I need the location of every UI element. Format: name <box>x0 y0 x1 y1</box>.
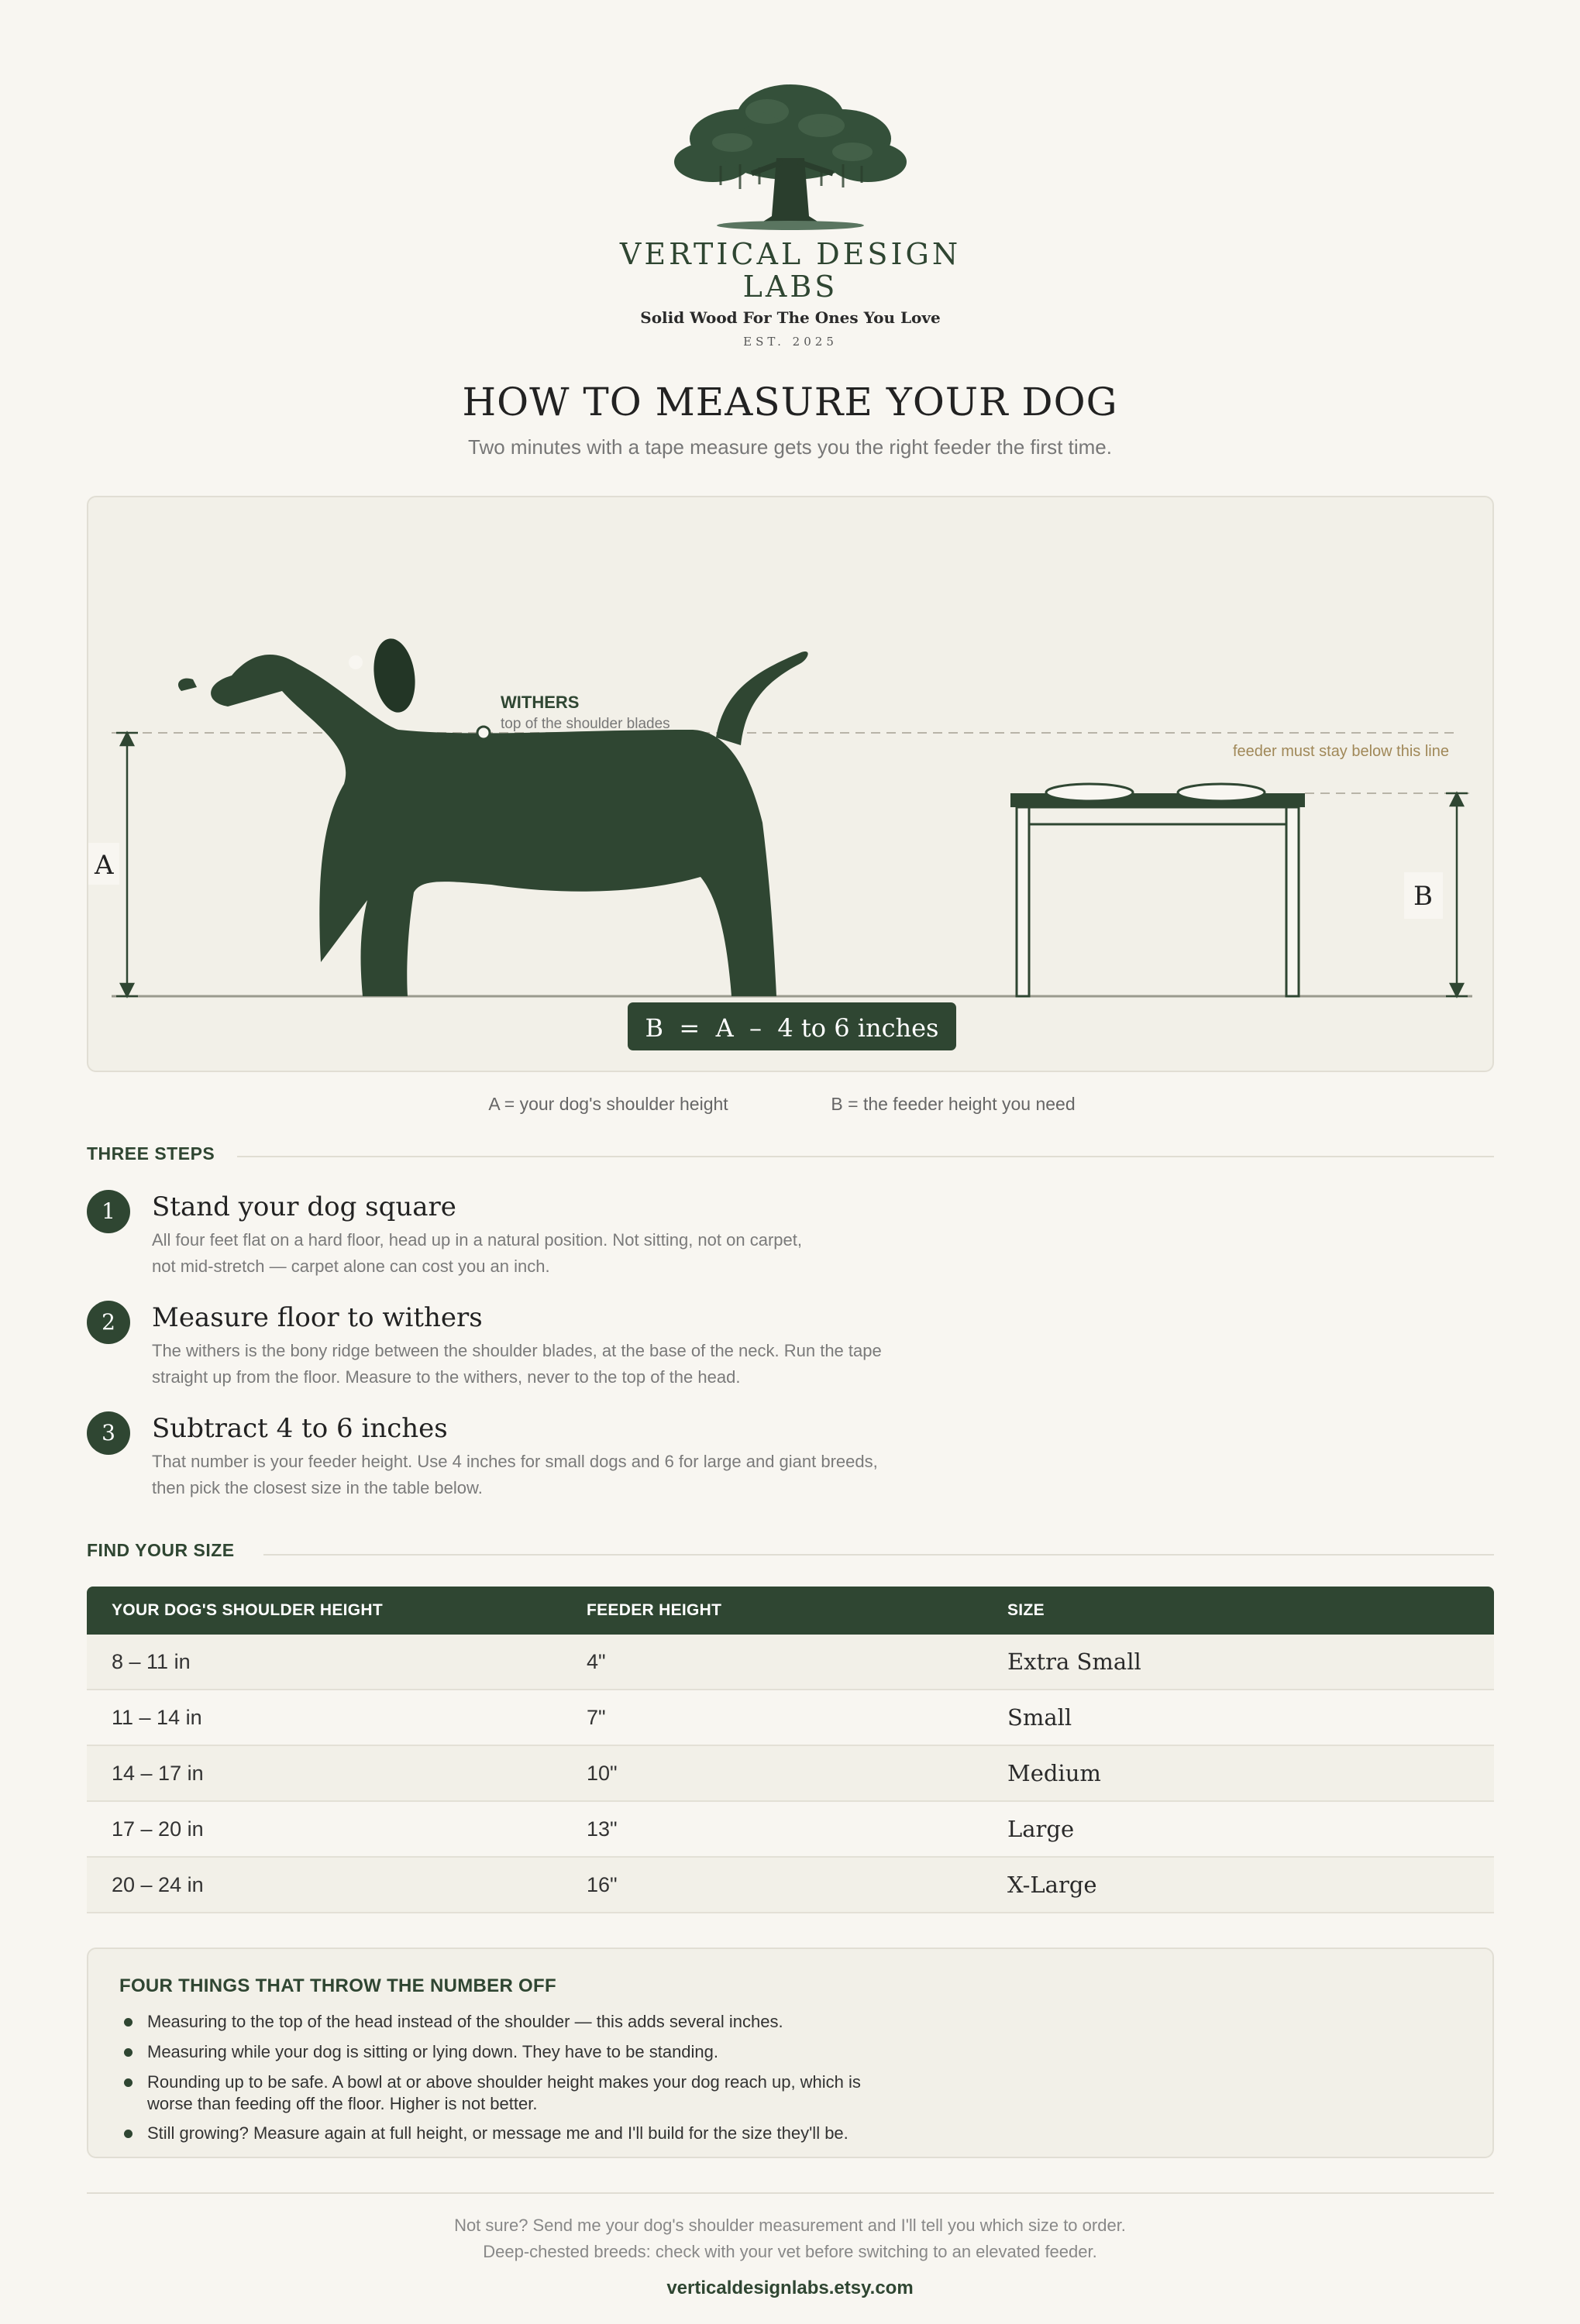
diagram-drawing <box>88 497 1496 1074</box>
steps-heading: THREE STEPS <box>87 1143 215 1164</box>
step-2-number: 2 <box>87 1301 130 1344</box>
size-table <box>87 1587 1494 1913</box>
table-row <box>87 1635 1494 1690</box>
step-3-desc-line1: That number is your feeder height. Use 4 inches for small dogs and 6 for large and giant breeds, <box>152 1452 878 1471</box>
tip-item <box>147 2041 1077 2063</box>
tip-line1: Measuring while your dog is sitting or lying down. They have to be standing. <box>147 2042 719 2061</box>
oak-tree-logo <box>666 65 914 235</box>
tip-line1: Still growing? Measure again at full height, or message me and I'll build for the size they'll be. <box>147 2123 849 2143</box>
shoulder-cell: 20 – 24 in <box>112 1873 204 1896</box>
size-divider <box>263 1554 1494 1556</box>
size-cell: Small <box>1007 1704 1072 1731</box>
shop-link[interactable]: verticaldesignlabs.etsy.com <box>666 2278 914 2298</box>
withers-sublabel: top of the shoulder blades <box>501 716 670 732</box>
page-title: HOW TO MEASURE YOUR DOG <box>462 380 1118 425</box>
bullet-icon <box>124 2130 133 2138</box>
measurement-diagram <box>87 496 1494 1072</box>
table-row <box>87 1746 1494 1802</box>
tip-line1: Rounding up to be safe. A bowl at or above shoulder height makes your dog reach up, which is <box>147 2072 861 2092</box>
dog-ear <box>370 636 420 715</box>
step-2-desc-line2: straight up from the floor. Measure to the withers, never to the top of the head. <box>152 1367 741 1387</box>
label-a: A <box>95 850 114 881</box>
bullet-icon <box>124 2078 133 2087</box>
table-header <box>87 1587 1494 1635</box>
shoulder-cell: 17 – 20 in <box>112 1817 204 1841</box>
legend-a: A = your dog's shoulder height <box>488 1094 728 1114</box>
size-cell: Large <box>1007 1816 1075 1842</box>
tip-item <box>147 2071 1077 2115</box>
step-3-title: Subtract 4 to 6 inches <box>152 1413 448 1444</box>
step-1-number: 1 <box>87 1190 130 1233</box>
table-row <box>87 1858 1494 1913</box>
step-2-desc-line1: The withers is the bony ridge between the shoulder blades, at the base of the neck. Run the tape <box>152 1341 882 1360</box>
size-cell: Extra Small <box>1007 1648 1141 1675</box>
column-header-shoulder: YOUR DOG'S SHOULDER HEIGHT <box>112 1601 383 1619</box>
shoulder-cell: 11 – 14 in <box>112 1706 202 1729</box>
formula-text: B = A – 4 to 6 inches <box>645 1013 939 1043</box>
tips-card <box>87 1948 1494 2158</box>
feeder-cell: 13" <box>587 1817 618 1841</box>
step-1-desc-line1: All four feet flat on a hard floor, head up in a natural position. Not sitting, not on carpet, <box>152 1230 802 1250</box>
brand-name-line2: LABS <box>742 270 838 304</box>
step-2-desc <box>152 1338 1004 1391</box>
footer-note-2: Deep-chested breeds: check with your vet before switching to an elevated feeder. <box>483 2242 1097 2261</box>
tip-line1: Measuring to the top of the head instead of the shoulder — this adds several inches. <box>147 2012 783 2031</box>
column-header-size: SIZE <box>1007 1601 1045 1619</box>
dog-eye <box>349 655 363 669</box>
measure-a-arrow <box>116 733 138 996</box>
tip-item <box>147 2011 1077 2033</box>
brand-established: EST. 2025 <box>743 335 838 349</box>
withers-label: WITHERS <box>501 693 580 712</box>
column-header-feeder: FEEDER HEIGHT <box>587 1601 722 1619</box>
brand-name-line1: VERTICAL DESIGN <box>619 237 962 271</box>
footer-note-1: Not sure? Send me your dog's shoulder measurement and I'll tell you which size to order. <box>454 2216 1126 2235</box>
bullet-icon <box>124 2018 133 2027</box>
feeder-cell: 4" <box>587 1650 606 1673</box>
table-row <box>87 1690 1494 1746</box>
tip-line2: worse than feeding off the floor. Higher is not better. <box>147 2094 538 2113</box>
shoulder-cell: 8 – 11 in <box>112 1650 191 1673</box>
feeder-cell: 16" <box>587 1873 618 1896</box>
step-1-desc <box>152 1227 1004 1280</box>
feeder-cell: 7" <box>587 1706 606 1729</box>
page-subtitle: Two minutes with a tape measure gets you the right feeder the first time. <box>468 435 1112 459</box>
size-cell: X-Large <box>1007 1872 1097 1898</box>
step-3-desc <box>152 1449 1004 1501</box>
brand-tagline: Solid Wood For The Ones You Love <box>640 308 941 327</box>
shoulder-cell: 14 – 17 in <box>112 1762 204 1785</box>
size-cell: Medium <box>1007 1760 1101 1786</box>
tips-heading: FOUR THINGS THAT THROW THE NUMBER OFF <box>119 1975 556 1996</box>
tip-item <box>147 2123 1077 2144</box>
footer-divider <box>87 2192 1494 2194</box>
step-1-title: Stand your dog square <box>152 1191 456 1222</box>
step-3-number: 3 <box>87 1411 130 1455</box>
steps-divider <box>237 1156 1494 1157</box>
step-2-title: Measure floor to withers <box>152 1302 483 1333</box>
feeder-drawing <box>1010 784 1305 996</box>
measure-b-arrow <box>1446 793 1468 996</box>
legend-b: B = the feeder height you need <box>831 1094 1076 1114</box>
step-1-desc-line2: not mid-stretch — carpet alone can cost you an inch. <box>152 1257 550 1276</box>
label-b: B <box>1413 881 1433 912</box>
bullet-icon <box>124 2048 133 2057</box>
step-3-desc-line2: then pick the closest size in the table below. <box>152 1478 483 1497</box>
feeder-cell: 10" <box>587 1762 618 1785</box>
table-row <box>87 1802 1494 1858</box>
withers-marker <box>477 727 490 739</box>
feeder-line-note: feeder must stay below this line <box>1232 743 1449 760</box>
dog-silhouette <box>178 651 808 996</box>
size-heading: FIND YOUR SIZE <box>87 1540 235 1560</box>
